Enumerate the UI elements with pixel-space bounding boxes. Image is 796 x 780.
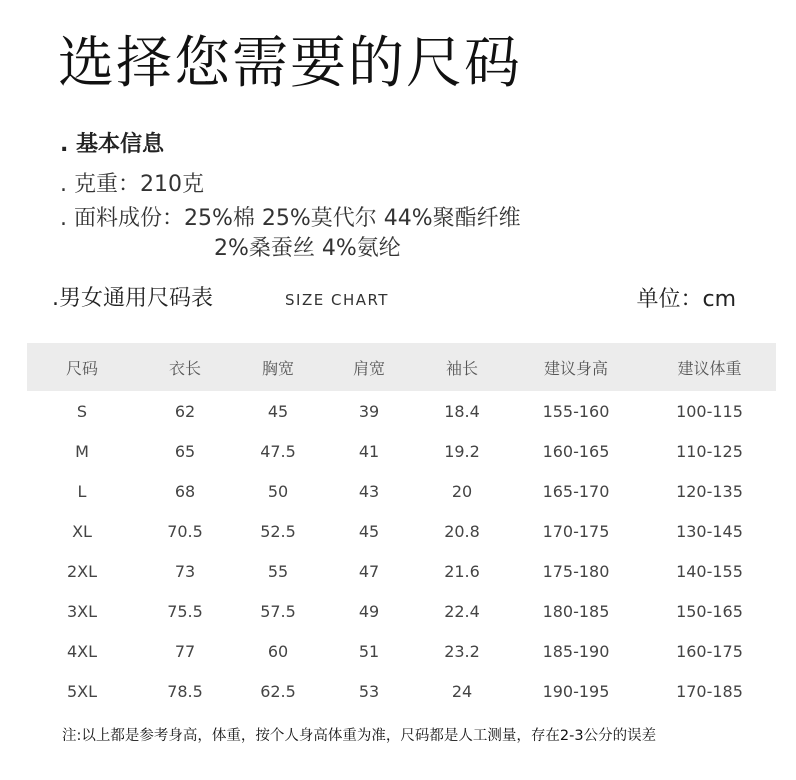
- table-cell-chest: 55: [267, 561, 289, 581]
- table-row: [27, 671, 776, 711]
- table-row: [27, 391, 776, 431]
- table-cell-size: L: [77, 481, 87, 501]
- table-cell-weight: 160-175: [676, 641, 743, 661]
- table-cell-weight: 130-145: [676, 521, 743, 541]
- table-row: [27, 511, 776, 551]
- basic-info-heading: . 基本信息: [60, 132, 165, 157]
- unit-label: 单位：cm: [636, 287, 736, 312]
- table-cell-height: 190-195: [542, 681, 610, 701]
- table-cell-chest: 50: [267, 481, 289, 501]
- column-header-chest: 胸宽: [261, 358, 294, 378]
- column-header-shoulder: 肩宽: [352, 358, 385, 378]
- table-cell-shoulder: 47: [358, 561, 380, 581]
- table-cell-sleeve: 24: [451, 681, 473, 701]
- table-row: [27, 551, 776, 591]
- table-cell-length: 68: [174, 481, 196, 501]
- table-cell-shoulder: 39: [358, 401, 380, 421]
- table-cell-size: XL: [72, 521, 92, 541]
- fabric-composition: . 面料成份：25%棉 25%莫代尔 44%聚酯纤维: [60, 206, 521, 231]
- table-cell-length: 75.5: [167, 601, 203, 621]
- table-cell-height: 165-170: [542, 481, 610, 501]
- table-cell-chest: 62.5: [260, 681, 296, 701]
- table-cell-height: 155-160: [542, 401, 610, 421]
- table-cell-size: 4XL: [66, 641, 98, 661]
- size-chart-subheading: SIZE CHART: [285, 291, 389, 309]
- table-cell-shoulder: 51: [358, 641, 380, 661]
- table-cell-sleeve: 20: [451, 481, 473, 501]
- table-cell-size: 5XL: [66, 681, 98, 701]
- table-cell-sleeve: 19.2: [444, 441, 480, 461]
- column-header-weight: 建议体重: [677, 358, 742, 378]
- table-cell-size: S: [76, 401, 88, 421]
- table-cell-sleeve: 18.4: [444, 401, 480, 421]
- table-row: [27, 431, 776, 471]
- size-table: [27, 343, 776, 711]
- table-cell-sleeve: 22.4: [444, 601, 480, 621]
- table-row: [27, 471, 776, 511]
- table-cell-weight: 120-135: [676, 481, 743, 501]
- table-cell-size: M: [75, 441, 89, 461]
- table-cell-chest: 57.5: [260, 601, 296, 621]
- measurement-note: 注:以上都是参考身高，体重，按个人身高体重为准，尺码都是人工测量，存在2-3公分的误差: [62, 728, 657, 744]
- table-cell-weight: 150-165: [676, 601, 743, 621]
- table-cell-chest: 47.5: [260, 441, 296, 461]
- table-cell-weight: 170-185: [676, 681, 743, 701]
- table-cell-chest: 52.5: [260, 521, 296, 541]
- table-cell-chest: 45: [267, 401, 289, 421]
- table-body: [27, 391, 776, 711]
- table-cell-length: 62: [174, 401, 196, 421]
- column-header-height: 建议身高: [543, 358, 608, 378]
- table-cell-size: 3XL: [66, 601, 98, 621]
- table-cell-height: 170-175: [542, 521, 610, 541]
- table-cell-sleeve: 21.6: [444, 561, 480, 581]
- fabric-composition-continued: 2%桑蚕丝 4%氨纶: [214, 236, 401, 261]
- table-cell-length: 73: [174, 561, 196, 581]
- page-title: 选择您需要的尺码: [58, 31, 522, 96]
- size-chart-heading: .男女通用尺码表: [52, 286, 213, 311]
- table-cell-sleeve: 23.2: [444, 641, 480, 661]
- table-cell-shoulder: 41: [358, 441, 380, 461]
- table-cell-chest: 60: [267, 641, 289, 661]
- table-cell-shoulder: 53: [358, 681, 380, 701]
- table-cell-size: 2XL: [66, 561, 98, 581]
- column-header-length: 衣长: [168, 358, 201, 378]
- table-cell-length: 78.5: [167, 681, 203, 701]
- table-row: [27, 591, 776, 631]
- column-header-size: 尺码: [65, 358, 98, 378]
- table-cell-sleeve: 20.8: [444, 521, 480, 541]
- table-cell-length: 70.5: [167, 521, 203, 541]
- fabric-weight: . 克重：210克: [60, 172, 204, 197]
- table-cell-length: 77: [174, 641, 196, 661]
- table-cell-height: 160-165: [542, 441, 610, 461]
- table-cell-shoulder: 43: [358, 481, 380, 501]
- table-cell-shoulder: 45: [358, 521, 380, 541]
- table-cell-weight: 100-115: [676, 401, 743, 421]
- column-header-sleeve: 袖长: [445, 358, 478, 378]
- table-cell-height: 175-180: [542, 561, 610, 581]
- table-row: [27, 631, 776, 671]
- table-cell-length: 65: [174, 441, 196, 461]
- table-cell-weight: 140-155: [676, 561, 743, 581]
- table-cell-height: 180-185: [542, 601, 610, 621]
- table-cell-shoulder: 49: [358, 601, 380, 621]
- table-cell-weight: 110-125: [676, 441, 743, 461]
- table-cell-height: 185-190: [542, 641, 610, 661]
- table-header-row: [27, 343, 776, 391]
